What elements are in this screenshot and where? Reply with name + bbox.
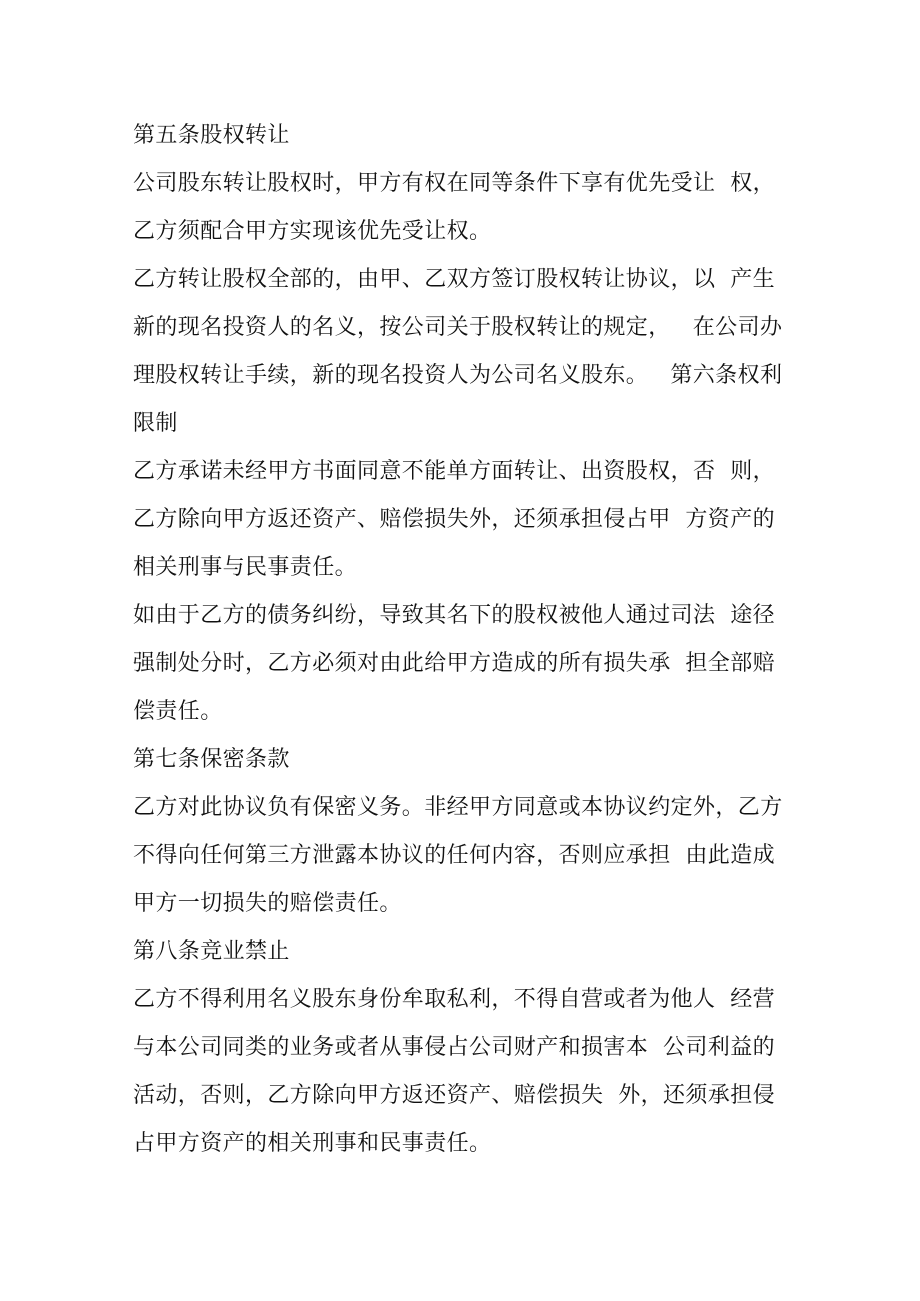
section-heading-5: 第五条股权转让 bbox=[133, 123, 290, 148]
paragraph-line: 乙方转让股权全部的，由甲、乙双方签订股权转让协议，以 产生 bbox=[133, 267, 775, 292]
paragraph-line: 乙方须配合甲方实现该优先受让权。 bbox=[133, 219, 492, 244]
paragraph-line: 乙方除向甲方返还资产、赔偿损失外，还须承担侵占甲 方资产的 bbox=[133, 507, 775, 532]
section-heading-8: 第八条竞业禁止 bbox=[133, 939, 290, 964]
paragraph-line: 甲方一切损失的赔偿责任。 bbox=[133, 891, 402, 916]
paragraph-line: 理股权转让手续，新的现名投资人为公司名义股东。 第六条权利 bbox=[133, 363, 783, 388]
paragraph-line: 乙方对此协议负有保密义务。非经甲方同意或本协议约定外，乙方 bbox=[133, 795, 783, 820]
paragraph-line: 占甲方资产的相关刑事和民事责任。 bbox=[133, 1131, 492, 1156]
paragraph-line: 与本公司同类的业务或者从事侵占公司财产和损害本 公司利益的 bbox=[133, 1035, 775, 1060]
paragraph-line: 相关刑事与民事责任。 bbox=[133, 555, 358, 580]
paragraph-line: 乙方承诺未经甲方书面同意不能单方面转让、出资股权，否 则， bbox=[133, 459, 775, 484]
paragraph-line: 如由于乙方的债务纠纷，导致其名下的股权被他人通过司法 途径 bbox=[133, 603, 775, 628]
paragraph-line: 活动，否则，乙方除向甲方返还资产、赔偿损失 外，还须承担侵 bbox=[133, 1083, 775, 1108]
paragraph-line: 公司股东转让股权时，甲方有权在同等条件下享有优先受让 权， bbox=[133, 171, 775, 196]
section-heading-7: 第七条保密条款 bbox=[133, 747, 290, 772]
document-body bbox=[133, 112, 797, 1168]
paragraph-line: 偿责任。 bbox=[133, 699, 223, 724]
paragraph-line: 限制 bbox=[133, 411, 178, 436]
paragraph-line: 不得向任何第三方泄露本协议的任何内容，否则应承担 由此造成 bbox=[133, 843, 775, 868]
paragraph-line: 强制处分时，乙方必须对由此给甲方造成的所有损失承 担全部赔 bbox=[133, 651, 775, 676]
paragraph-line: 乙方不得利用名义股东身份牟取私利，不得自营或者为他人 经营 bbox=[133, 987, 775, 1012]
paragraph-line: 新的现名投资人的名义，按公司关于股权转让的规定， 在公司办 bbox=[133, 315, 783, 340]
